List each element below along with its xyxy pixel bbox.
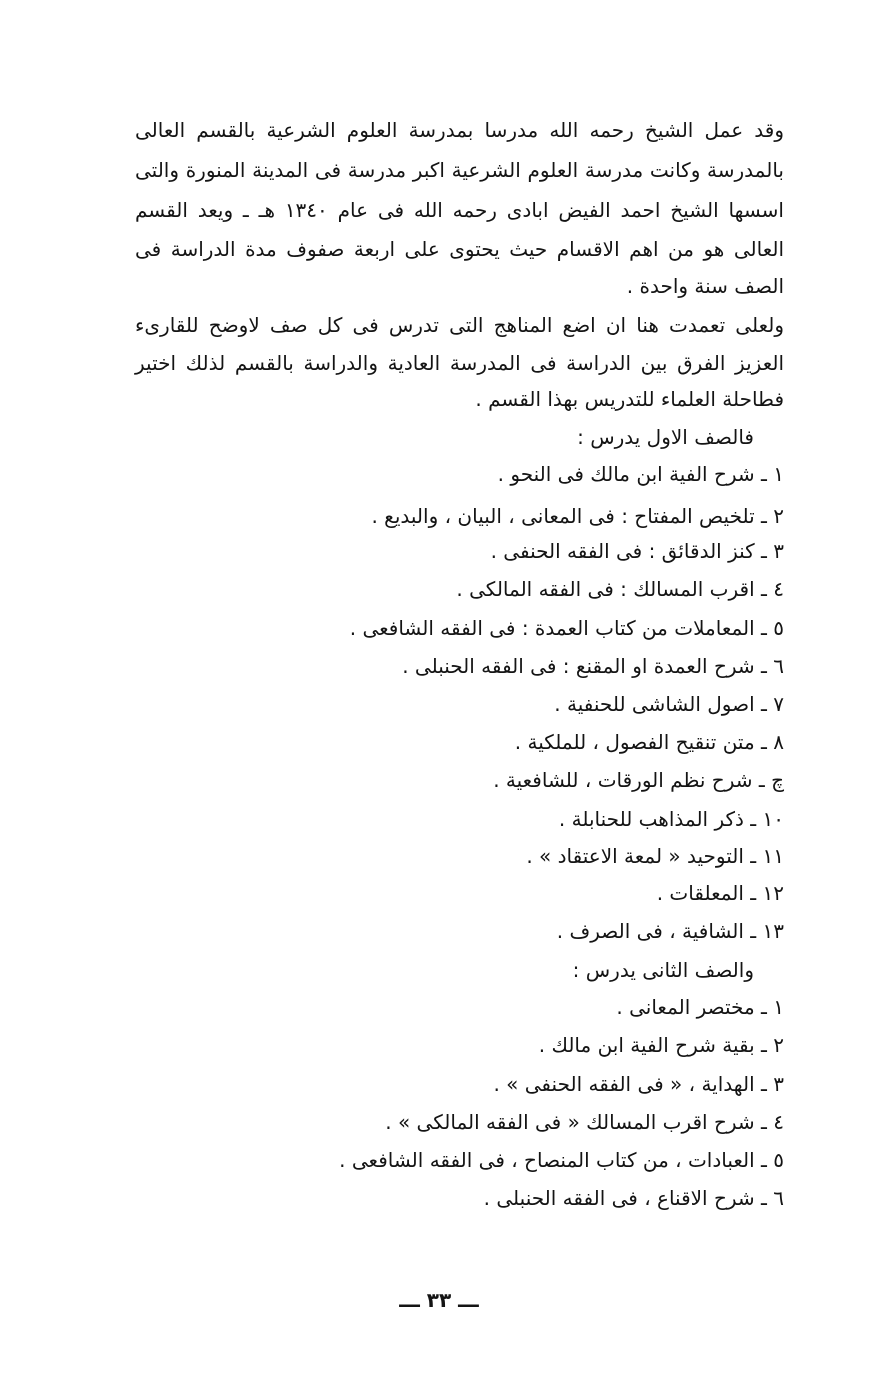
first-class-item-7: ٧ ـ اصول الشاشى للحنفية . <box>554 692 784 716</box>
paragraph1-line-3: اسسها الشيخ احمد الفيض ابادى رحمه الله فى عام ١٣٤٠ هـ ـ ويعد القسم <box>135 198 784 222</box>
page-number: ـــ ٣٣ ـــ <box>399 1288 479 1312</box>
first-class-item-12: ١٢ ـ المعلقات . <box>656 881 784 905</box>
first-class-item-8: ٨ ـ متن تنقيح الفصول ، للملكية . <box>514 730 784 754</box>
first-class-heading: فالصف الاول يدرس : <box>577 425 754 449</box>
first-class-item-13: ١٣ ـ الشافية ، فى الصرف . <box>556 919 784 943</box>
second-class-item-6: ٦ ـ شرح الاقناع ، فى الفقه الحنبلى . <box>483 1186 784 1210</box>
first-class-item-4: ٤ ـ اقرب المسالك : فى الفقه المالكى . <box>456 577 784 601</box>
first-class-item-1: ١ ـ شرح الفية ابن مالك فى النحو . <box>497 462 784 486</box>
paragraph1-line-2: بالمدرسة وكانت مدرسة العلوم الشرعية اكبر مدرسة فى المدينة المنورة والتى <box>135 158 784 182</box>
first-class-item-2: ٢ ـ تلخيص المفتاح : فى المعانى ، البيان ، والبديع . <box>371 504 784 528</box>
first-class-item-11: ١١ ـ التوحيد « لمعة الاعتقاد » . <box>526 844 784 868</box>
paragraph1-line-1: وقد عمل الشيخ رحمه الله مدرسا بمدرسة العلوم الشرعية بالقسم العالى <box>135 118 784 142</box>
first-class-item-9: چ ـ شرح نظم الورقات ، للشافعية . <box>493 768 784 792</box>
second-class-item-3: ٣ ـ الهداية ، « فى الفقه الحنفى » . <box>493 1072 784 1096</box>
paragraph1-line-4: العالى هو من اهم الاقسام حيث يحتوى على اربعة صفوف مدة الدراسة فى <box>135 237 784 261</box>
paragraph1-line-5: الصف سنة واحدة . <box>626 274 784 298</box>
second-class-item-4: ٤ ـ شرح اقرب المسالك « فى الفقه المالكى » . <box>385 1110 784 1134</box>
first-class-item-10: ١٠ ـ ذكر المذاهب للحنابلة . <box>558 807 784 831</box>
paragraph2-line-3: فطاحلة العلماء للتدريس بهذا القسم . <box>475 387 784 411</box>
first-class-item-6: ٦ ـ شرح العمدة او المقنع : فى الفقه الحنبلى . <box>402 654 784 678</box>
second-class-item-1: ١ ـ مختصر المعانى . <box>616 995 784 1019</box>
first-class-item-5: ٥ ـ المعاملات من كتاب العمدة : فى الفقه الشافعى . <box>349 616 784 640</box>
paragraph2-line-1: ولعلى تعمدت هنا ان اضع المناهج التى تدرس فى كل صف لاوضح للقارىء <box>135 313 784 337</box>
second-class-item-5: ٥ ـ العبادات ، من كتاب المنصاح ، فى الفقه الشافعى . <box>339 1148 784 1172</box>
paragraph2-line-2: العزيز الفرق بين الدراسة فى المدرسة العادية والدراسة بالقسم لذلك اختير <box>135 351 784 375</box>
first-class-item-3: ٣ ـ كنز الدقائق : فى الفقه الحنفى . <box>490 539 784 563</box>
second-class-item-2: ٢ ـ بقية شرح الفية ابن مالك . <box>538 1033 784 1057</box>
second-class-heading: والصف الثانى يدرس : <box>572 958 754 982</box>
